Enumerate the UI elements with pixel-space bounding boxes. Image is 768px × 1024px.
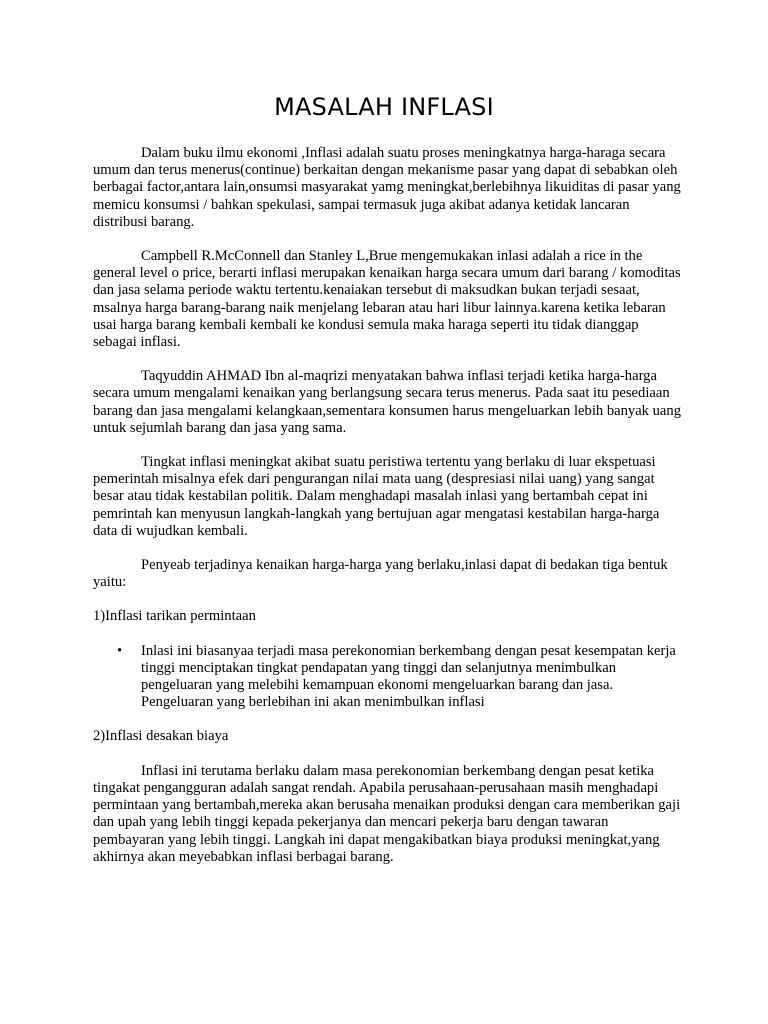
bullet-icon: • <box>117 642 123 659</box>
bullet-text: Inlasi ini biasanyaa terjadi masa perekonomian berkembang dengan pesat kesempatan kerja tinggi menciptakan tingkat pendapatan yang tinggi dan selanjutnya menimbulkan pengeluaran yang melebihi kemampuan ekonomi mengeluarkan barang dan jasa. Pengeluaran yang berlebihan ini akan menimbulkan inflasi <box>141 642 676 711</box>
paragraph-al-maqrizi: Taqyuddin AHMAD Ibn al-maqrizi menyatakan bahwa inflasi terjadi ketika harga-harga secara umum mengalami kenaikan yang berlangsung secara terus menerus. Pada saat itu pesediaan barang dan jasa mengalami kelangkaan,sementara konsumen harus mengeluarkan lebih banyak uang untuk sejumlah barang dan jasa yang sama. <box>93 368 681 436</box>
paragraph-inflation-rate: Tingkat inflasi meningkat akibat suatu peristiwa tertentu yang berlaku di luar ekspetuasi pemerintah misalnya efek dari pengurangan nilai mata uang (despresiasi nilai uang) yang sangat besar atau tidak kestabilan politik. Dalam menghadapi masalah inlasi yang bertambah cepat ini pemrintah kan menyusun langkah-langkah yang bertujuan agar mengatasi kestabilan harga-harga data di wujudkan kembali. <box>93 454 660 539</box>
document-body <box>93 145 683 883</box>
bullet-list <box>93 643 683 712</box>
section-heading-cost-push: 2)Inflasi desakan biaya <box>93 728 229 745</box>
paragraph-cost-push: Inflasi ini terutama berlaku dalam masa perekonomian berkembang dengan pesat ketika tingakat pengangguran adalah sangat rendah. Apabila perusahaan-perusahaan masih menghadapi permintaan yang bertambah,mereka akan berusaha menaikan produksi dengan cara memberikan gaji dan upah yang lebih tinggi kepada pekerjanya dan mencari pekerja baru dengan tawaran pembayaran yang lebih tinggi. Langkah ini dapat mengakibatkan biaya produksi meningkat,yang akhirnya akan meyebabkan inflasi berbagai barang. <box>93 762 681 865</box>
section-heading-demand-pull: 1)Inflasi tarikan permintaan <box>93 608 256 625</box>
paragraph-definition: Dalam buku ilmu ekonomi ,Inflasi adalah suatu proses meningkatnya harga-haraga secara umum dan terus menerus(continue) berkaitan dengan mekanisme pasar yang dapat di sebabkan oleh berbagai factor,antara lain,onsumsi masyarakat yamg meningkat,berlebihnya likuiditas di pasar yang memicu konsumsi / bahkan spekulasi, sampai termasuk juga akibat adanya ketidak lancaran distribusi barang. <box>93 145 681 230</box>
paragraph-mcconnell-brue: Campbell R.McConnell dan Stanley L,Brue mengemukakan inlasi adalah a rice in the general level o price, berarti inflasi merupakan kenaikan harga secara umum dari barang / komoditas dan jasa selama periode waktu tertentu.kenaiakan tersebut di maksudkan bukan terjadi sesaat, msalnya harga barang-barang naik menjelang lebaran atau hari libur lainnya.karena ketika lebaran usai harga barang kembali kembali ke kondusi semula maka haraga seperti itu tidak dianggap sebagai inflasi. <box>93 248 681 351</box>
paragraph-causes-intro: Penyeab terjadinya kenaikan harga-harga yang berlaku,inlasi dapat di bedakan tiga bentuk yaitu: <box>93 557 668 591</box>
document-title: MASALAH INFLASI <box>274 93 494 121</box>
list-item <box>117 642 683 712</box>
